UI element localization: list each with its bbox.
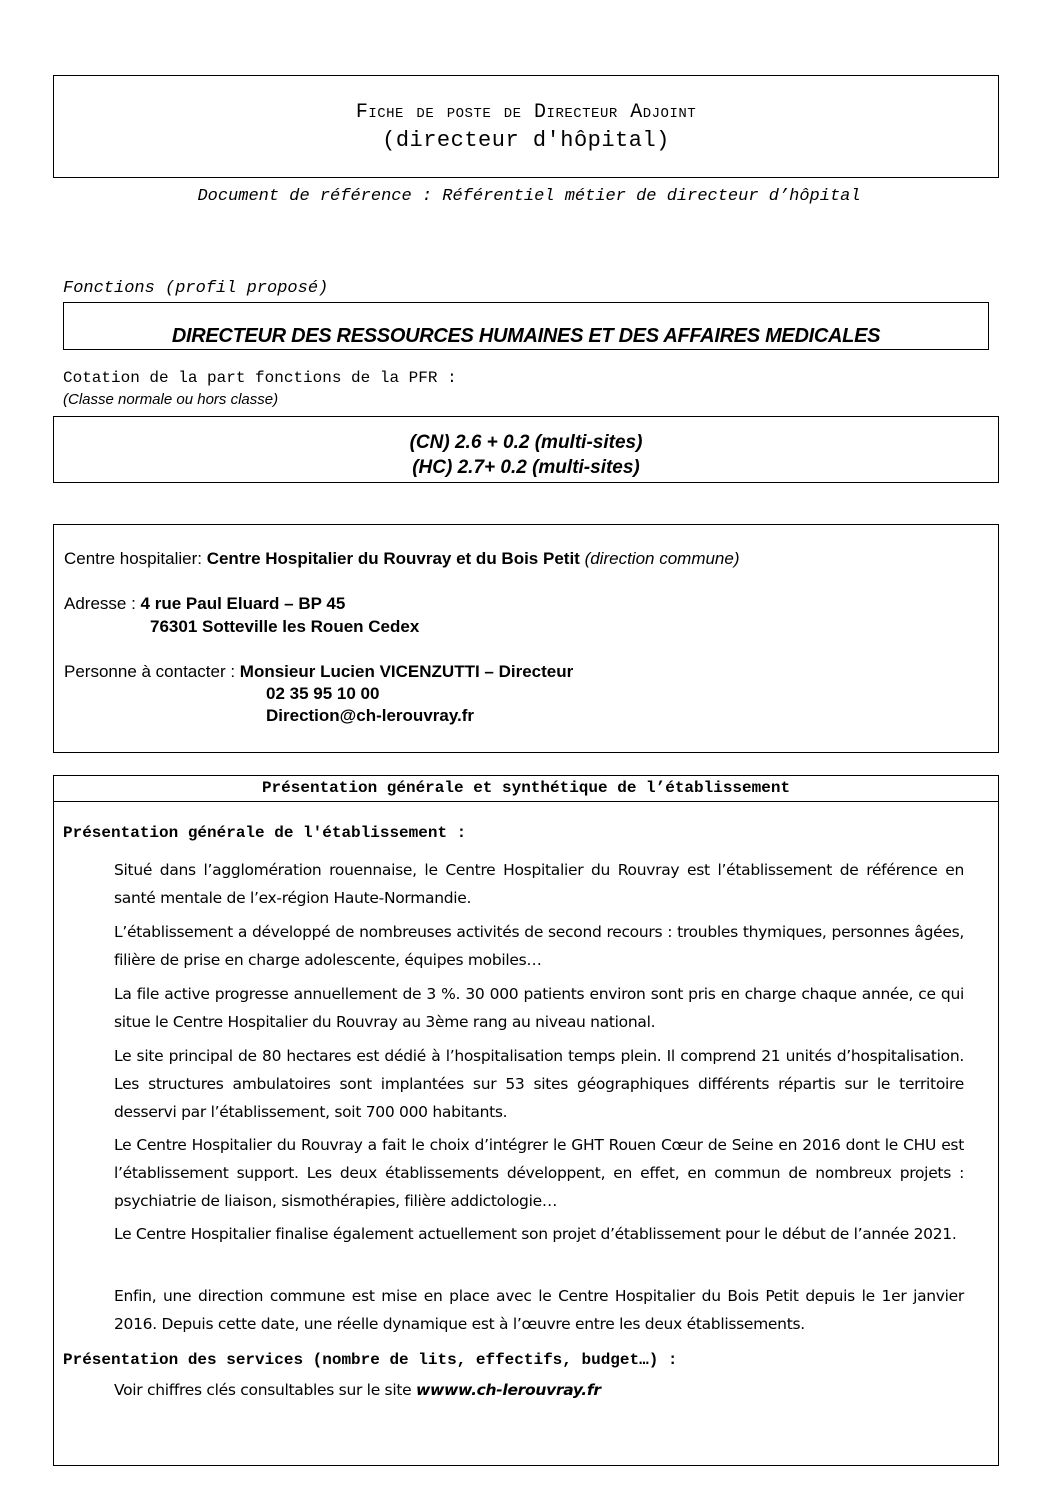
title-box	[53, 75, 999, 178]
cotation-hc: (HC) 2.7+ 0.2 (multi-sites)	[412, 457, 640, 478]
position-title: DIRECTEUR DES RESSOURCES HUMAINES ET DES AFFAIRES MEDICALES	[171, 325, 881, 347]
services-text: Voir chiffres clés consultables sur le site	[114, 1381, 412, 1399]
adresse-label: Adresse :	[64, 594, 136, 613]
presentation-box	[53, 775, 999, 1466]
paragraph: Le Centre Hospitalier du Rouvray a fait le choix d’intégrer le GHT Rouen Cœur de Seine en 2016 dont le CHU est l’établissement support. Les deux établissements développent, en effet, en commun de nombreux projets : psychiatrie de liaison, sismothérapies, filière addictologie…	[114, 1136, 964, 1210]
adresse-line1: 4 rue Paul Eluard – BP 45	[140, 594, 346, 613]
personne-name: Monsieur Lucien VICENZUTTI – Directeur	[239, 662, 574, 681]
section-general-title: Présentation générale de l'établissement :	[63, 824, 467, 842]
paragraph: Situé dans l’agglomération rouennaise, le Centre Hospitalier du Rouvray est l’établissement de référence en santé mentale de l’ex-région Haute-Normandie.	[114, 861, 964, 907]
adresse-line2: 76301 Sotteville les Rouen Cedex	[150, 617, 420, 636]
cotation-box	[53, 416, 999, 483]
fonctions-box	[63, 302, 989, 350]
services-paragraph	[114, 1376, 964, 1404]
paragraph: L’établissement a développé de nombreuses activités de second recours : troubles thymiques, personnes âgées, filière de prise en charge adolescente, équipes mobiles…	[114, 923, 964, 969]
centre-note: (direction commune)	[584, 549, 740, 568]
contact-email[interactable]: Direction@ch-lerouvray.fr	[266, 706, 475, 725]
cotation-cn: (CN) 2.6 + 0.2 (multi-sites)	[409, 432, 643, 453]
contact-phone: 02 35 95 10 00	[266, 684, 380, 703]
paragraph: La file active progresse annuellement de 3 %. 30 000 patients environ sont pris en charge chaque année, ce qui situe le Centre Hospitalier du Rouvray au 3ème rang au niveau national.	[114, 985, 964, 1031]
cotation-label: Cotation de la part fonctions de la PFR :	[63, 369, 457, 387]
reference-document: Document de référence : Référentiel métier de directeur d’hôpital	[197, 187, 861, 206]
document-title: Fiche de poste de Directeur Adjoint	[355, 101, 697, 124]
presentation-header: Présentation générale et synthétique de l’établissement	[54, 776, 998, 802]
section-services-title: Présentation des services (nombre de lits, effectifs, budget…) :	[63, 1351, 678, 1369]
centre-label: Centre hospitalier:	[64, 549, 202, 568]
centre-row	[64, 549, 740, 569]
contact-box	[53, 524, 999, 753]
paragraph: Enfin, une direction commune est mise en place avec le Centre Hospitalier du Bois Petit depuis le 1er janvier 2016. Depuis cette date, une réelle dynamique est à l’œuvre entre les deux établissements.	[114, 1287, 964, 1333]
document-subtitle: (directeur d'hôpital)	[382, 128, 670, 153]
paragraph: Le site principal de 80 hectares est dédié à l’hospitalisation temps plein. Il comprend 21 unités d’hospitalisation. Les structures ambulatoires sont implantées sur 53 sites géographiques différents répartis sur le territoire desservi par l’établissement, soit 700 000 habitants.	[114, 1047, 964, 1121]
personne-label: Personne à contacter :	[64, 662, 236, 681]
fonctions-label: Fonctions (profil proposé)	[63, 279, 329, 298]
personne-row	[64, 662, 573, 682]
centre-name: Centre Hospitalier du Rouvray et du Bois Petit	[206, 549, 580, 568]
adresse-row	[64, 594, 345, 614]
cotation-sublabel: (Classe normale ou hors classe)	[63, 391, 279, 408]
services-site-link[interactable]: wwww.ch-lerouvray.fr	[416, 1381, 601, 1399]
paragraph: Le Centre Hospitalier finalise également actuellement son projet d’établissement pour le début de l’année 2021.	[114, 1225, 957, 1243]
